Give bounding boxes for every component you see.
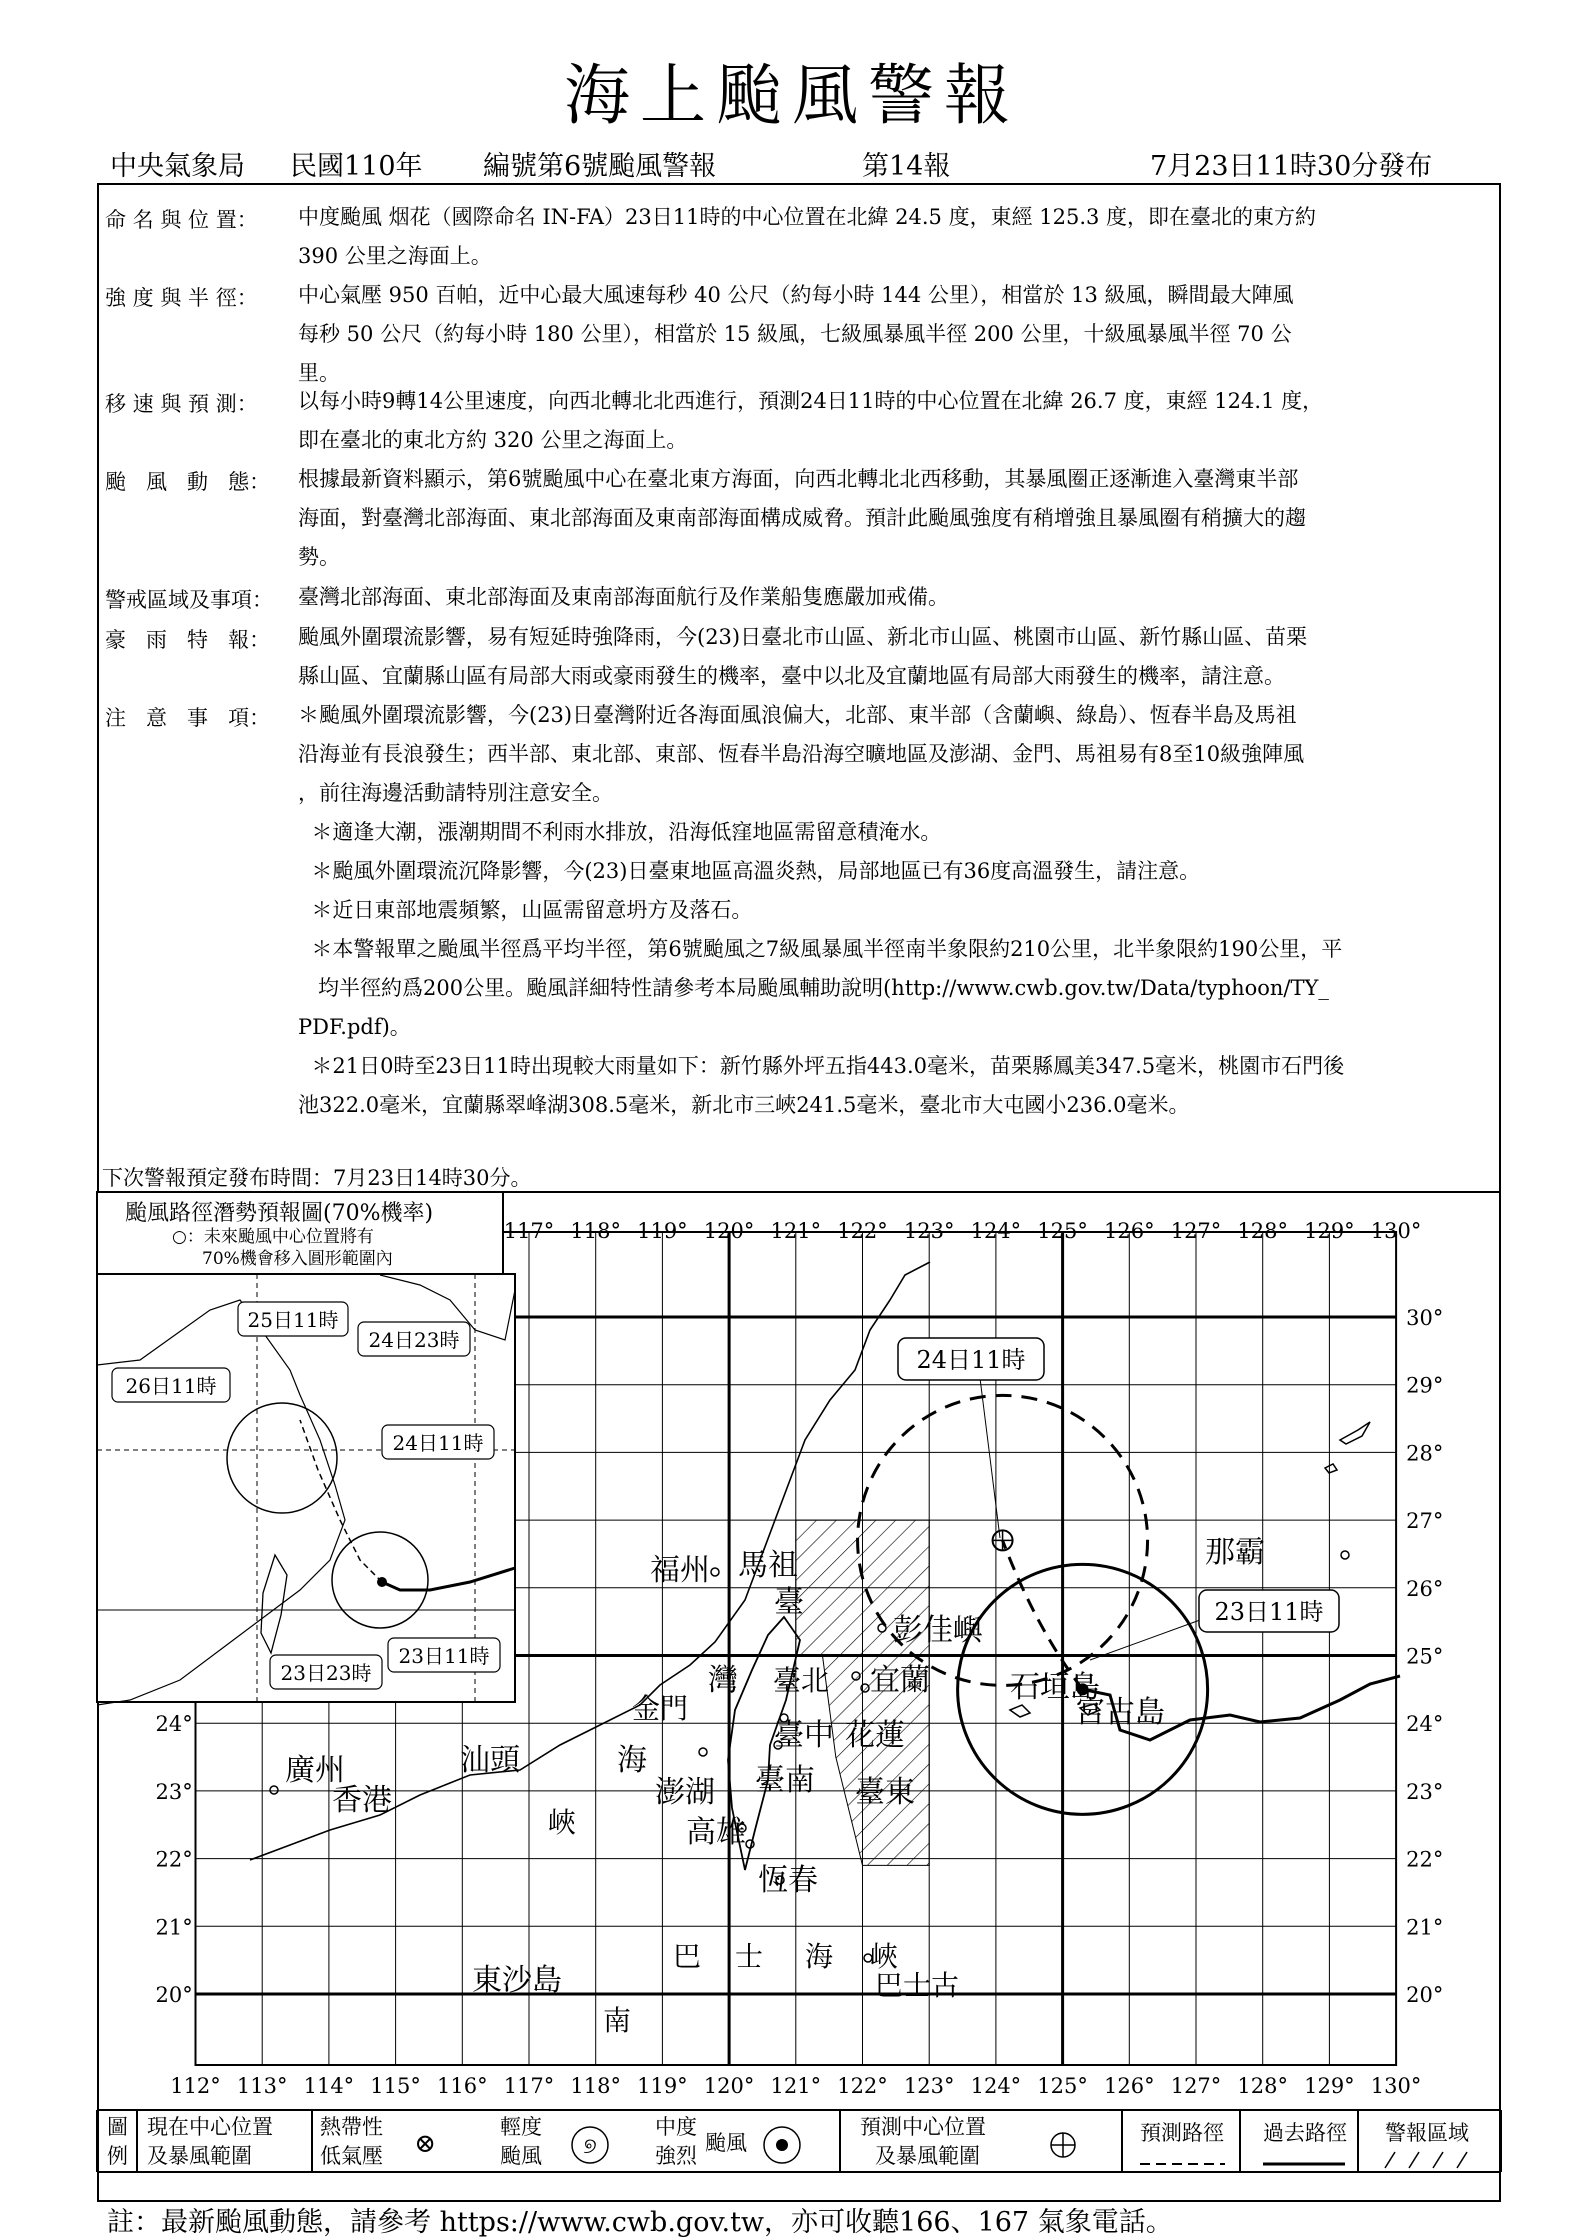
lon-tick-label: 127° <box>1170 2074 1222 2098</box>
place-label: 臺中 <box>774 1718 834 1753</box>
row-label: 移 速 與 預 測： <box>105 392 258 416</box>
place-label: 巴 <box>673 1940 702 1973</box>
place-label: 彭佳嶼 <box>893 1613 983 1648</box>
row-text-line: ＊適逢大潮，漲潮期間不利雨水排放，沿海低窪地區需留意積淹水。 <box>298 820 942 844</box>
lat-tick-label: 26° <box>1406 1576 1444 1601</box>
lat-tick-label: 27° <box>1406 1509 1444 1534</box>
lat-tick-label: 22° <box>1406 1847 1444 1872</box>
inset-current-center <box>377 1577 387 1587</box>
place-label: 臺南 <box>755 1763 815 1798</box>
row-text-line: 勢。 <box>298 545 340 569</box>
lon-tick-label: 124° <box>970 2074 1022 2098</box>
place-label: 恆春 <box>758 1863 818 1898</box>
report-number: 編號第6號颱風警報 <box>483 151 717 182</box>
row-text-line: PDF.pdf)。 <box>298 1015 411 1039</box>
lat-tick-label: 30° <box>1406 1306 1444 1330</box>
lon-tick-label: 118° <box>570 2074 621 2098</box>
lon-tick-label: 113° <box>236 2074 288 2098</box>
legend-text: 過去路徑 <box>1263 2121 1347 2145</box>
legend-text: 及暴風範圍 <box>147 2144 252 2168</box>
row-text-line: 里。 <box>298 361 340 385</box>
row-text-line: 根據最新資料顯示，第6號颱風中心在臺北東方海面，向西北轉北北西移動，其暴風圈正逐漸進入臺灣東半部 <box>298 467 1299 491</box>
place-label: 高雄 <box>686 1815 746 1850</box>
legend-text: 圖 <box>107 2115 128 2139</box>
inset-title: 颱風路徑潛勢預報圖(70%機率) <box>125 1201 434 1226</box>
lon-tick-label: 126° <box>1104 2074 1155 2098</box>
row-label: 命 名 與 位 置： <box>105 208 258 232</box>
place-label: 東沙島 <box>472 1963 562 1998</box>
legend-text: 及暴風範圍 <box>875 2144 980 2168</box>
lon-tick-label: 129° <box>1304 2074 1355 2098</box>
lon-tick-label: 122° <box>837 1219 888 1243</box>
row-label: 注 意 事 項： <box>105 706 271 730</box>
row-text-line: 390 公里之海面上。 <box>298 244 492 268</box>
row-label: 強 度 與 半 徑： <box>105 286 258 310</box>
issue-number: 第14報 <box>862 151 951 182</box>
lon-tick-label: 127° <box>1170 1219 1222 1243</box>
medium-typhoon-symbol <box>776 2139 788 2151</box>
lon-tick-label: 125° <box>1037 1219 1088 1243</box>
place-label: 士 <box>735 1940 764 1973</box>
lat-tick-label: 20° <box>155 1983 193 2007</box>
legend-text: 颱風 <box>705 2131 747 2155</box>
place-label: 汕頭 <box>460 1743 520 1778</box>
legend-text: 預測路徑 <box>1140 2121 1224 2145</box>
lat-tick-label: 24° <box>1406 1712 1444 1737</box>
light-typhoon-symbol: ୭ <box>583 2134 597 2159</box>
row-text-line: 縣山區、宜蘭縣山區有局部大雨或豪雨發生的機率，臺中以北及宜蘭地區有局部大雨發生的機率，請注意。 <box>298 664 1285 688</box>
inset-time-label: 26日11時 <box>125 1374 217 1398</box>
lat-tick-label: 23° <box>155 1779 193 1804</box>
lon-tick-label: 117° <box>503 2074 555 2098</box>
row-text-line: ＊21日0時至23日11時出現較大雨量如下：新竹縣外坪五指443.0毫米，苗栗縣鳳美347.5毫米，桃園市石門後 <box>298 1054 1345 1078</box>
place-label: 香港 <box>332 1783 392 1818</box>
row-text-line: 臺灣北部海面、東北部海面及東南部海面航行及作業船隻應嚴加戒備。 <box>298 585 949 609</box>
row-text-line: ＊颱風外圍環流沉降影響，今(23)日臺東地區高溫炎熱，局部地區已有36度高溫發生，請注意。 <box>298 859 1201 883</box>
lon-tick-label: 125° <box>1037 2074 1088 2098</box>
inset-time-label: 23日23時 <box>280 1661 372 1685</box>
city-marker <box>711 1568 719 1576</box>
report-title: 海上颱風警報 <box>564 57 1020 134</box>
lon-tick-label: 114° <box>303 2074 355 2098</box>
year: 民國110年 <box>290 151 423 182</box>
inset-time-label: 24日11時 <box>392 1431 484 1455</box>
issue-time: 7月23日11時30分發布 <box>1150 151 1433 182</box>
place-label: 臺東 <box>855 1775 915 1810</box>
lon-tick-label: 121° <box>770 1219 822 1243</box>
legend-text: 例 <box>107 2144 128 2168</box>
row-label: 豪 雨 特 報： <box>105 628 271 652</box>
lon-tick-label: 118° <box>570 1219 621 1243</box>
place-label: 那霸 <box>1205 1535 1265 1570</box>
next-report-time: 下次警報預定發布時間：7月23日14時30分。 <box>102 1166 532 1190</box>
forecast-time-label: 24日11時 <box>916 1346 1026 1374</box>
row-text-line: ＊颱風外圍環流影響，今(23)日臺灣附近各海面風浪偏大，北部、東半部（含蘭嶼、綠島）、恆春半島及馬祖 <box>298 703 1297 727</box>
lon-tick-label: 129° <box>1304 1219 1355 1243</box>
legend-text: 中度 <box>655 2115 697 2139</box>
forecast-label-leader <box>980 1378 1000 1538</box>
legend-text: 颱風 <box>500 2144 542 2168</box>
place-label: 峽 <box>548 1806 577 1839</box>
row-text-line: ＊本警報單之颱風半徑爲平均半徑，第6號颱風之7級風暴風半徑南半象限約210公里，北半象限約190公里，平 <box>298 937 1343 961</box>
inset-time-label: 25日11時 <box>247 1308 339 1332</box>
row-label: 颱 風 動 態： <box>105 470 271 494</box>
lon-tick-label: 112° <box>170 2074 221 2098</box>
place-label: 花蓮 <box>845 1718 905 1753</box>
city-marker <box>270 1786 278 1794</box>
legend-text: 警報區域 <box>1385 2121 1469 2145</box>
lon-tick-label: 119° <box>637 1219 688 1243</box>
row-text-line: 以每小時9轉14公里速度，向西北轉北北西進行，預測24日11時的中心位置在北緯 26.7 度，東經 124.1 度， <box>298 389 1324 413</box>
lon-tick-label: 121° <box>770 2074 822 2098</box>
legend-text: 強烈 <box>655 2144 697 2168</box>
city-marker <box>699 1748 707 1756</box>
legend-text: 現在中心位置 <box>147 2115 273 2139</box>
inset-time-label: 24日23時 <box>368 1328 460 1352</box>
lon-tick-label: 120° <box>703 1219 755 1243</box>
lat-tick-label: 20° <box>1406 1983 1444 2007</box>
current-time-label: 23日11時 <box>1214 1598 1324 1626</box>
row-text-line: 中心氣壓 950 百帕，近中心最大風速每秒 40 公尺（約每小時 144 公里），相當於 13 級風，瞬間最大陣風 <box>298 283 1294 307</box>
row-text-line: 沿海並有長浪發生；西半部、東北部、東部、恆春半島沿海空曠地區及澎湖、金門、馬祖易有8至10級強陣風 <box>298 742 1305 766</box>
lat-tick-label: 28° <box>1406 1441 1444 1466</box>
lon-tick-label: 116° <box>437 2074 488 2098</box>
legend-text: 預測中心位置 <box>860 2115 986 2139</box>
place-label: 臺 <box>774 1585 804 1620</box>
place-label: 福州 <box>650 1553 710 1588</box>
place-label: 臺北 <box>773 1664 830 1697</box>
place-label: 石垣島 <box>1010 1670 1100 1705</box>
row-text-line: 每秒 50 公尺（約每小時 180 公里），相當於 15 級風，七級風暴風半徑 200 公里，十級風暴風半徑 70 公 <box>298 322 1292 346</box>
row-text-line: 海面，對臺灣北部海面、東北部海面及東南部海面構成威脅。預計此颱風強度有稍增強且暴風圈有稍擴大的趨 <box>298 506 1306 530</box>
warning-area-legend-hatch <box>1409 2152 1419 2168</box>
place-label: 金門 <box>632 1692 689 1725</box>
row-text-line: 中度颱風 烟花（國際命名 IN-FA）23日11時的中心位置在北緯 24.5 度，東經 125.3 度，即在臺北的東方約 <box>298 205 1317 229</box>
row-text-line: 颱風外圍環流影響，易有短延時強降雨，今(23)日臺北市山區、新北市山區、桃園市山區、新竹縣山區、苗栗 <box>298 625 1308 649</box>
inset-note: ○：未來颱風中心位置將有 <box>172 1227 374 1247</box>
row-text-line: ＊近日東部地震頻繁，山區需留意坍方及落石。 <box>298 898 753 922</box>
row-text-line: 即在臺北的東北方約 320 公里之海面上。 <box>298 428 688 452</box>
lon-tick-label: 124° <box>970 1219 1022 1243</box>
inset-note: 70%機會移入圓形範圍內 <box>202 1249 393 1269</box>
lon-tick-label: 130° <box>1370 2074 1422 2098</box>
place-label: 廣州 <box>285 1753 345 1788</box>
lat-tick-label: 24° <box>155 1712 193 1737</box>
place-label: 馬祖 <box>738 1548 798 1583</box>
place-label: 南 <box>603 2004 632 2037</box>
tropical-depression-icon: ⊗ <box>414 2129 436 2159</box>
warning-area-legend-hatch <box>1433 2152 1443 2168</box>
place-label: 海 <box>617 1743 647 1778</box>
warning-area-legend-hatch <box>1385 2152 1395 2168</box>
row-text-line: 均半徑約爲200公里。颱風詳細特性請參考本局颱風輔助說明(http://www.cwb.gov.tw/Data/typhoon/TY_ <box>298 976 1329 1000</box>
lon-tick-label: 123° <box>903 2074 955 2098</box>
place-label: 宮古島 <box>1075 1695 1165 1730</box>
lon-tick-label: 120° <box>703 2074 755 2098</box>
lat-tick-label: 21° <box>155 1915 193 1940</box>
inset-time-label: 23日11時 <box>398 1644 490 1668</box>
row-text-line: 池322.0毫米，宜蘭縣翠峰湖308.5毫米，新北市三峽241.5毫米，臺北市大屯國小236.0毫米。 <box>298 1093 1190 1117</box>
place-label: 澎湖 <box>655 1775 715 1810</box>
lat-tick-label: 23° <box>1406 1779 1444 1804</box>
lat-tick-label: 25° <box>1406 1644 1444 1669</box>
footer-note: 註：最新颱風動態，請參考 https://www.cwb.gov.tw，亦可收聽166、167 氣象電話。 <box>107 2207 1173 2238</box>
lat-tick-label: 29° <box>1406 1373 1444 1398</box>
agency: 中央氣象局 <box>110 151 245 182</box>
place-label: 巴士古 <box>875 1969 960 2002</box>
lon-tick-label: 122° <box>837 2074 888 2098</box>
legend-text: 低氣壓 <box>320 2144 383 2168</box>
lat-tick-label: 22° <box>155 1847 193 1872</box>
warning-area-legend-hatch <box>1457 2152 1467 2168</box>
row-label: 警戒區域及事項： <box>105 588 273 612</box>
lon-tick-label: 126° <box>1104 1219 1155 1243</box>
lon-tick-label: 117° <box>503 1219 555 1243</box>
place-label: 峽 <box>870 1940 899 1973</box>
place-label: 宜蘭 <box>870 1663 930 1698</box>
lon-tick-label: 130° <box>1370 1219 1422 1243</box>
city-marker <box>1341 1551 1349 1559</box>
okinawa-islands <box>1325 1422 1370 1473</box>
lon-tick-label: 115° <box>370 2074 421 2098</box>
legend-text: 輕度 <box>500 2115 542 2139</box>
lat-tick-label: 21° <box>1406 1915 1444 1940</box>
lon-tick-label: 128° <box>1237 2074 1288 2098</box>
lon-tick-label: 123° <box>903 1219 955 1243</box>
place-label: 灣 <box>708 1663 738 1698</box>
lon-tick-label: 119° <box>637 2074 688 2098</box>
lon-tick-label: 128° <box>1237 1219 1288 1243</box>
place-label: 海 <box>805 1940 834 1973</box>
legend-text: 熱帶性 <box>320 2115 383 2139</box>
row-text-line: ，前往海邊活動請特別注意安全。 <box>298 781 613 805</box>
